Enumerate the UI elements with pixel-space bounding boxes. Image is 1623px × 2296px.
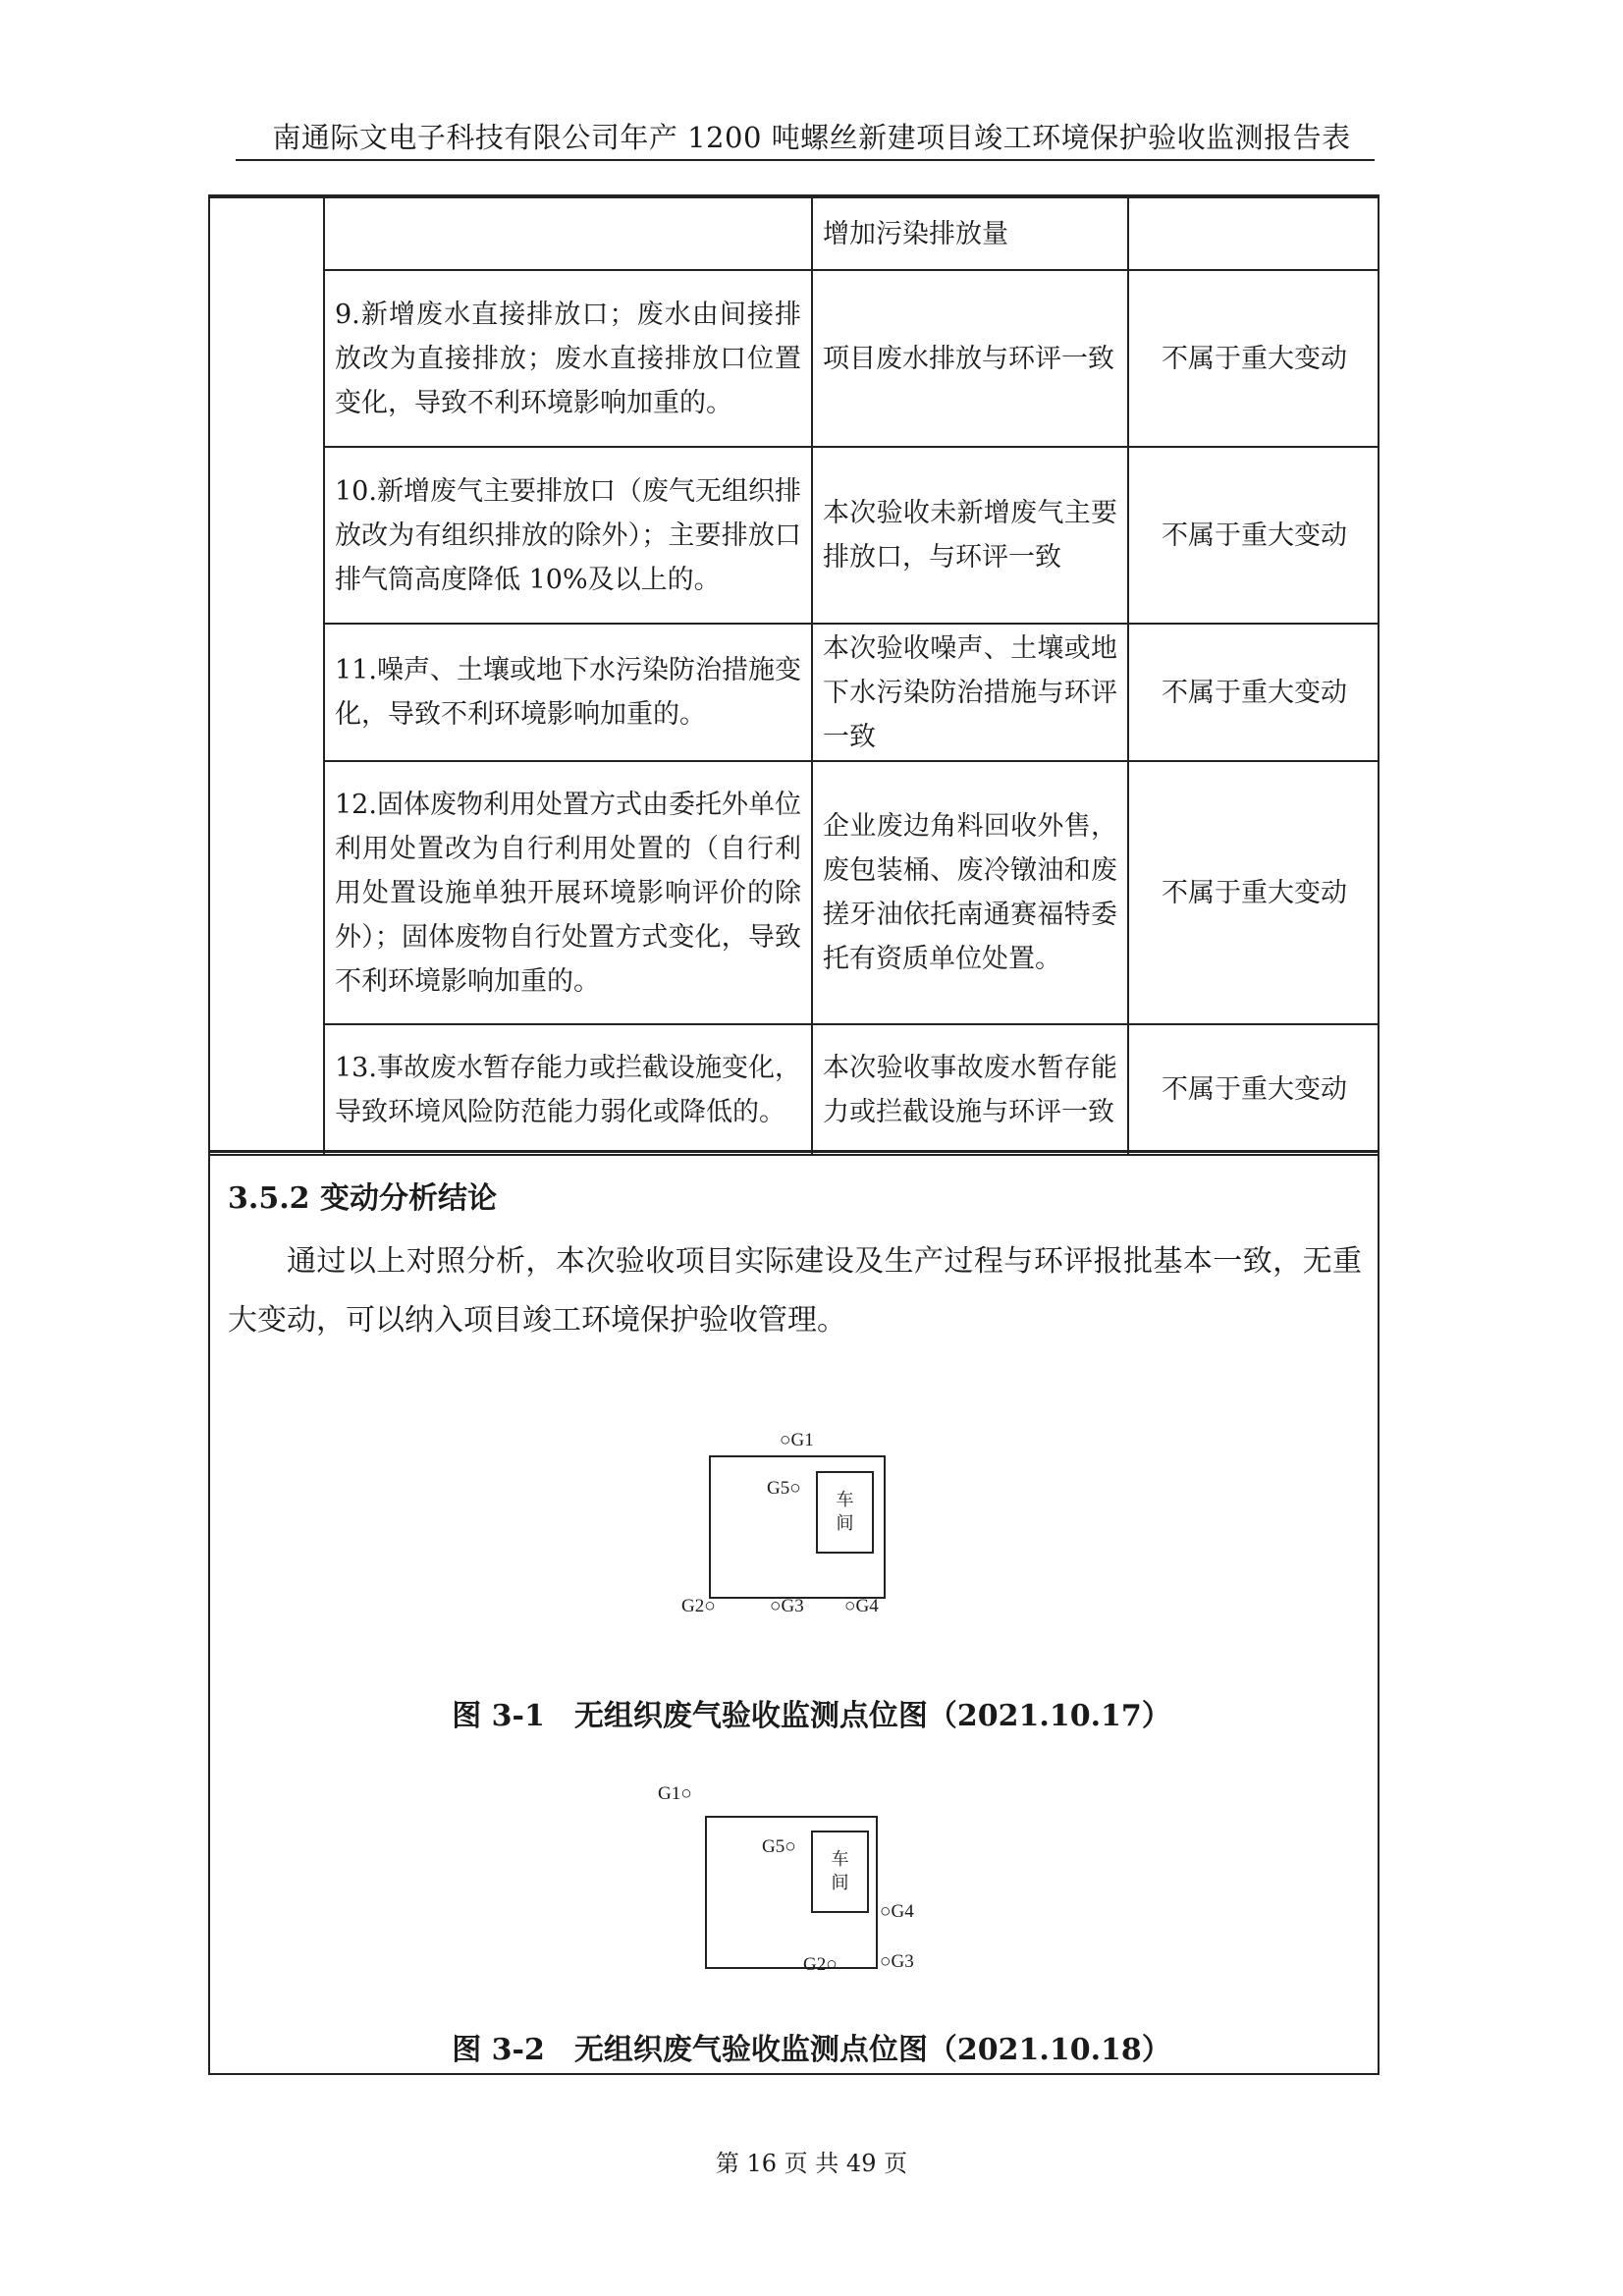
section-heading: 3.5.2 变动分析结论 [228, 1181, 497, 1216]
figure-3-2-caption: 图 3-2 无组织废气验收监测点位图（2021.10.18） [452, 2033, 1171, 2067]
table-cell-item [324, 197, 812, 270]
table-row [208, 447, 1380, 624]
monitoring-point-g2: G2○ [681, 1596, 716, 1616]
table-cell-item: 11.噪声、土壤或地下水污染防治措施变化，导致不利环境影响加重的。 [324, 624, 812, 761]
header-rule [236, 159, 1375, 161]
monitoring-point-g4: ○G4 [880, 1901, 914, 1922]
monitoring-point-g1: ○G1 [780, 1430, 814, 1450]
table-cell-actual: 企业废边角料回收外售，废包装桶、废冷镦油和废搓牙油依托南通赛福特委托有资质单位处置。 [812, 761, 1128, 1024]
page-footer: 第 16 页 共 49 页 [715, 2150, 908, 2177]
table-row [208, 761, 1380, 1024]
table-cell-conclusion: 不属于重大变动 [1128, 761, 1380, 1024]
monitoring-point-g4: ○G4 [844, 1596, 879, 1616]
table-cell-actual: 本次验收未新增废气主要排放口，与环评一致 [812, 447, 1128, 624]
workshop-label: 间 [831, 1873, 849, 1893]
figure-3-1-caption: 图 3-1 无组织废气验收监测点位图（2021.10.17） [452, 1699, 1171, 1733]
figure-3-2-diagram [656, 1779, 950, 1986]
monitoring-point-g5: G5○ [762, 1836, 796, 1857]
table-cell-conclusion: 不属于重大变动 [1128, 1024, 1380, 1155]
monitoring-point-g1: G1○ [658, 1783, 692, 1804]
change-analysis-table [208, 196, 1380, 1156]
table-cell-actual: 本次验收噪声、土壤或地下水污染防治措施与环评一致 [812, 624, 1128, 761]
workshop-box [816, 1471, 874, 1554]
table-category-cell [208, 197, 324, 1155]
monitoring-point-g3: ○G3 [880, 1951, 914, 1972]
table-row [208, 1024, 1380, 1155]
table-row [208, 197, 1380, 270]
workshop-label: 车 [831, 1849, 849, 1870]
table-cell-item: 9.新增废水直接排放口；废水由间接排放改为直接排放；废水直接排放口位置变化，导致不利环境影响加重的。 [324, 270, 812, 447]
page-header-title: 南通际文电子科技有限公司年产 1200 吨螺丝新建项目竣工环境保护验收监测报告表 [272, 121, 1351, 154]
monitoring-point-g5: G5○ [767, 1478, 801, 1499]
table-cell-item: 13.事故废水暂存能力或拦截设施变化，导致环境风险防范能力弱化或降低的。 [324, 1024, 812, 1155]
workshop-label: 间 [836, 1513, 854, 1534]
monitoring-point-g2: G2○ [803, 1954, 838, 1975]
table-row [208, 270, 1380, 447]
table-cell-conclusion: 不属于重大变动 [1128, 624, 1380, 761]
table-cell-item: 12.固体废物利用处置方式由委托外单位利用处置改为自行利用处置的（自行利用处置设施单独开展环境影响评价的除外）；固体废物自行处置方式变化，导致不利环境影响加重的。 [324, 761, 812, 1024]
table-cell-actual: 本次验收事故废水暂存能力或拦截设施与环评一致 [812, 1024, 1128, 1155]
table-cell-conclusion: 不属于重大变动 [1128, 270, 1380, 447]
table-cell-conclusion [1128, 197, 1380, 270]
workshop-label: 车 [836, 1490, 854, 1510]
conclusion-paragraph: 通过以上对照分析，本次验收项目实际建设及生产过程与环评报批基本一致，无重大变动，可以纳入项目竣工环境保护验收管理。 [228, 1244, 1362, 1338]
table-cell-actual: 增加污染排放量 [812, 197, 1128, 270]
table-cell-actual: 项目废水排放与环评一致 [812, 270, 1128, 447]
workshop-box [811, 1831, 869, 1913]
table-row [208, 624, 1380, 761]
figure-3-1-diagram [677, 1429, 913, 1625]
table-cell-item: 10.新增废气主要排放口（废气无组织排放改为有组织排放的除外）；主要排放口排气筒高度降低 10%及以上的。 [324, 447, 812, 624]
table-bottom-rule [208, 1150, 1380, 1153]
monitoring-point-g3: ○G3 [770, 1596, 804, 1616]
table-cell-conclusion: 不属于重大变动 [1128, 447, 1380, 624]
